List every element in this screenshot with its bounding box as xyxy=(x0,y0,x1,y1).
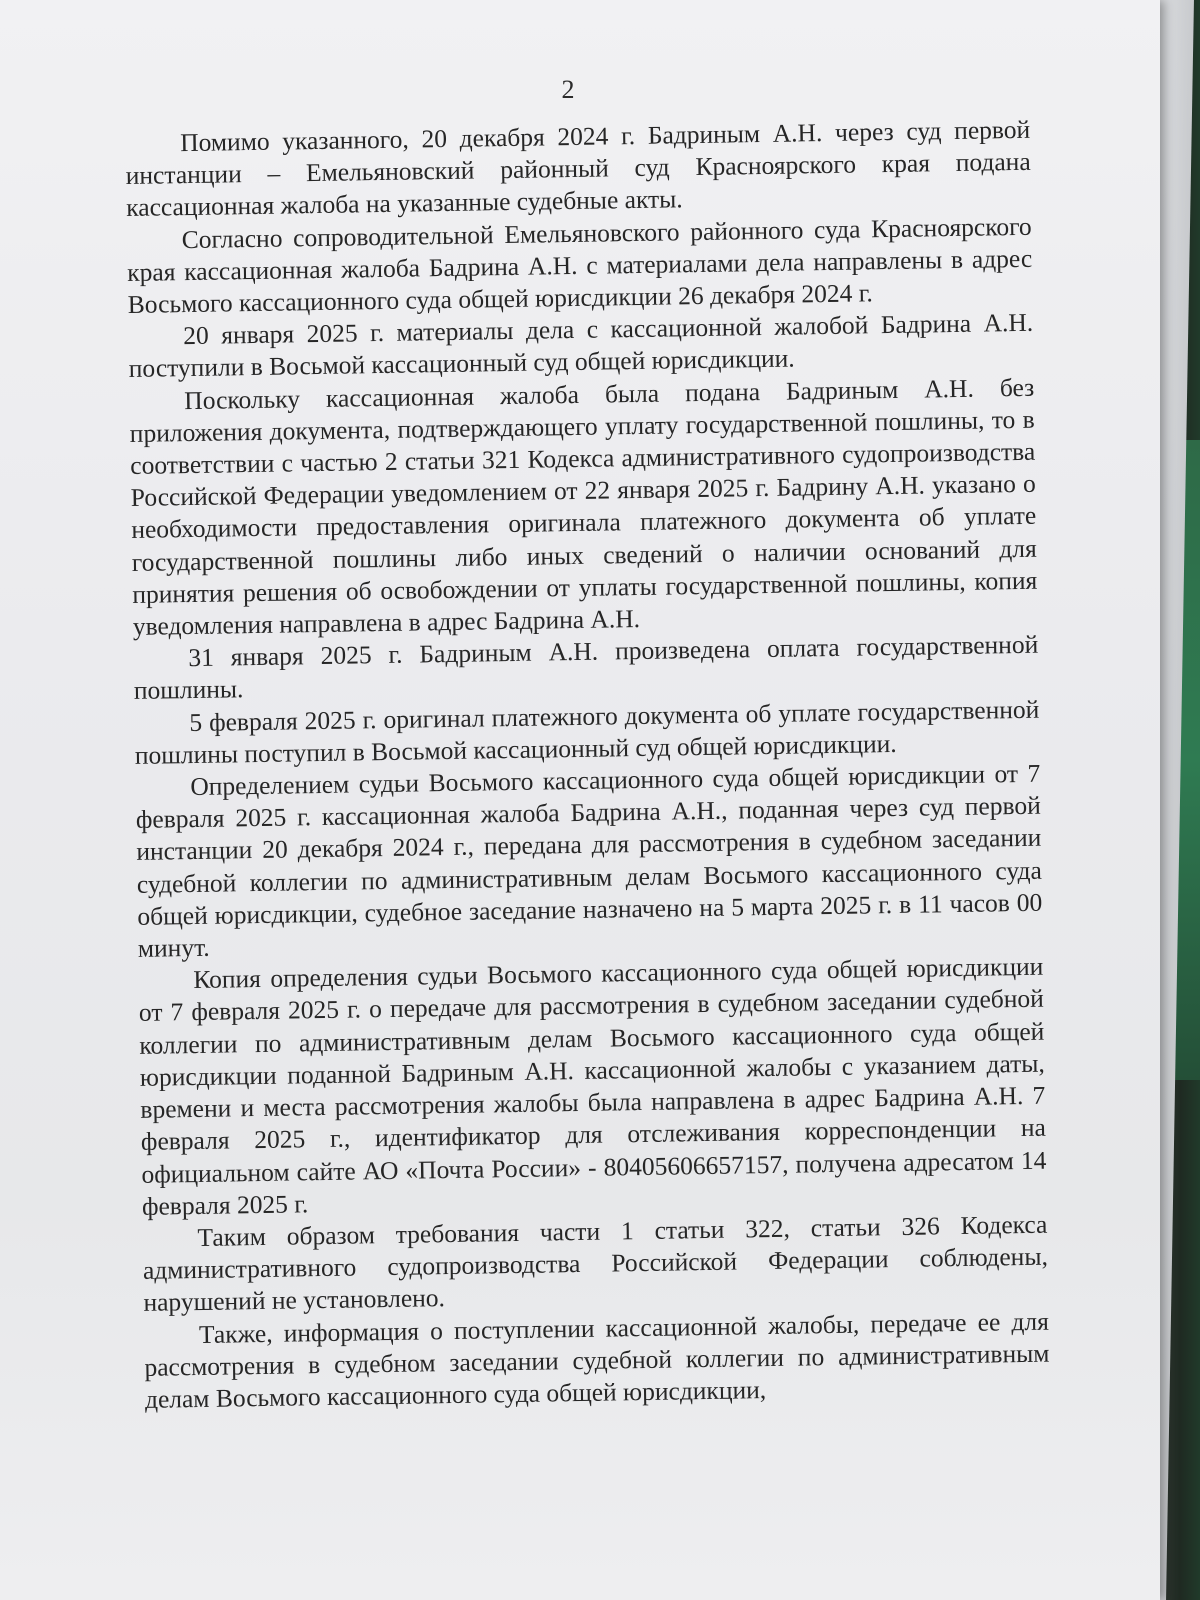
paragraph: Помимо указанного, 20 декабря 2024 г. Бадриным А.Н. через суд первой инстанции – Емельяновский районный суд Красноярского края подана кассационная жалоба на указанные судебные акты. xyxy=(125,114,1031,223)
paragraph: Согласно сопроводительной Емельяновского районного суда Красноярского края кассационная жалоба Бадрина А.Н. с материалами дела направлены в адрес Восьмого кассационного суда общей юрисдикции 26 декабря 2024 г. xyxy=(127,211,1033,319)
paragraph: Копия определения судьи Восьмого кассационного суда общей юрисдикции от 7 февраля 2025 г. о передаче для рассмотрения в судебном заседании судебной коллегии по административным делам Восьмого кассационного суда общей юрисдикции поданной Бадриным А.Н. кассационной жалобы с указанием даты, времени и места рассмотрения жалобы была направлена в адрес Бадрина А.Н. 7 февраля 2025 г., идентификатор для отслеживания корреспонденции на официальном сайте АО «Почта России» - 80405606657157, получена адресатом 14 февраля 2025 г. xyxy=(138,951,1047,1221)
paragraph: 20 января 2025 г. материалы дела с кассационной жалобой Бадрина А.Н. поступили в Восьмой кассационный суд общей юрисдикции. xyxy=(128,307,1034,384)
paragraph: Таким образом требования части 1 статьи 322, статьи 326 Кодекса административного судопроизводства Российской Федерации соблюдены, нарушений не установлено. xyxy=(142,1209,1049,1318)
paragraph: 5 февраля 2025 г. оригинал платежного документа об уплате государственной пошлины поступил в Восьмой кассационный суд общей юрисдикции. xyxy=(134,694,1040,770)
paragraph: Поскольку кассационная жалоба была подана Бадриным А.Н. без приложения документа, подтверждающего уплату государственной пошлины, то в соответствии с частью 2 статьи 321 Кодекса административного судопроизводства Российской Федерации уведомлением от 22 января 2025 г. Бадрину А.Н. указано о необходимости предоставления оригинала платежного документа об уплате государственной пошлины либо иных сведений о наличии оснований для принятия решения об освобождении от уплаты государственной пошлины, копия уведомления направлена в адрес Бадрина А.Н. xyxy=(129,372,1038,641)
paragraph: Определением судьи Восьмого кассационного суда общей юрисдикции от 7 февраля 2025 г. кассационная жалоба Бадрина А.Н., поданная через суд первой инстанции 20 декабря 2024 г., передана для рассмотрения в судебном заседании судебной коллегии по административным делам Восьмого кассационного суда общей юрисдикции, судебное заседание назначено на 5 марта 2025 г. в 11 часов 00 минут. xyxy=(135,758,1043,963)
page-number: 2 xyxy=(561,75,575,104)
paragraph: 31 января 2025 г. Бадриным А.Н. произведена оплата государственной пошлины. xyxy=(133,629,1039,706)
paragraph: Также, информация о поступлении кассационной жалобы, передаче ее для рассмотрения в судебном заседании судебной коллегии по административным делам Восьмого кассационного суда общей юрисдикции, xyxy=(144,1306,1050,1414)
document-body xyxy=(125,114,1050,1416)
